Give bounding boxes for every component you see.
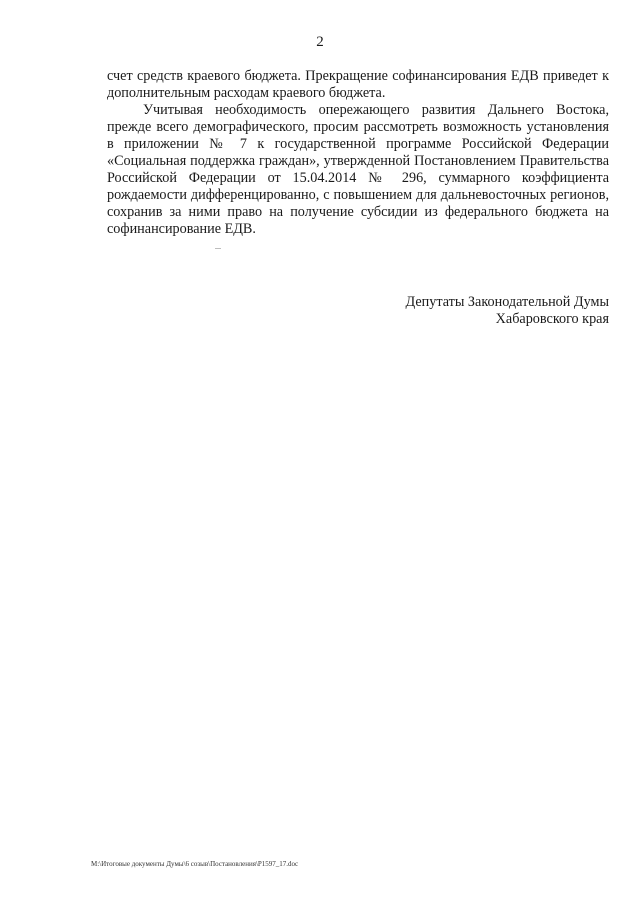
paragraph-continuation: счет средств краевого бюджета. Прекращение софинансирования ЕДВ приведет к дополнительным расходам краевого бюджета. <box>107 68 609 101</box>
page-number: 2 <box>316 34 324 50</box>
footer-file-path: M:\Итоговые документы Думы\6 созыв\Постановления\P1597_17.doc <box>91 860 299 868</box>
document-body <box>107 68 609 238</box>
signature-block <box>406 294 609 328</box>
scan-speck <box>215 248 221 249</box>
paragraph-request: Учитывая необходимость опережающего развития Дальнего Востока, прежде всего демографического, просим рассмотреть возможность установления в приложении № 7 к государственной программе Российской Федерации «Социальная поддержка граждан», утвержденной Постановлением Правительства Российской Федерации от 15.04.2014 № 296, суммарного коэффициента рождаемости дифференцированно, с повышением для дальневосточных регионов, сохранив за ними право на получение субсидии из федерального бюджета на софинансирование ЕДВ. <box>107 102 609 237</box>
signature-line-1: Депутаты Законодательной Думы <box>405 294 609 310</box>
signature-line-2: Хабаровского края <box>495 311 609 327</box>
